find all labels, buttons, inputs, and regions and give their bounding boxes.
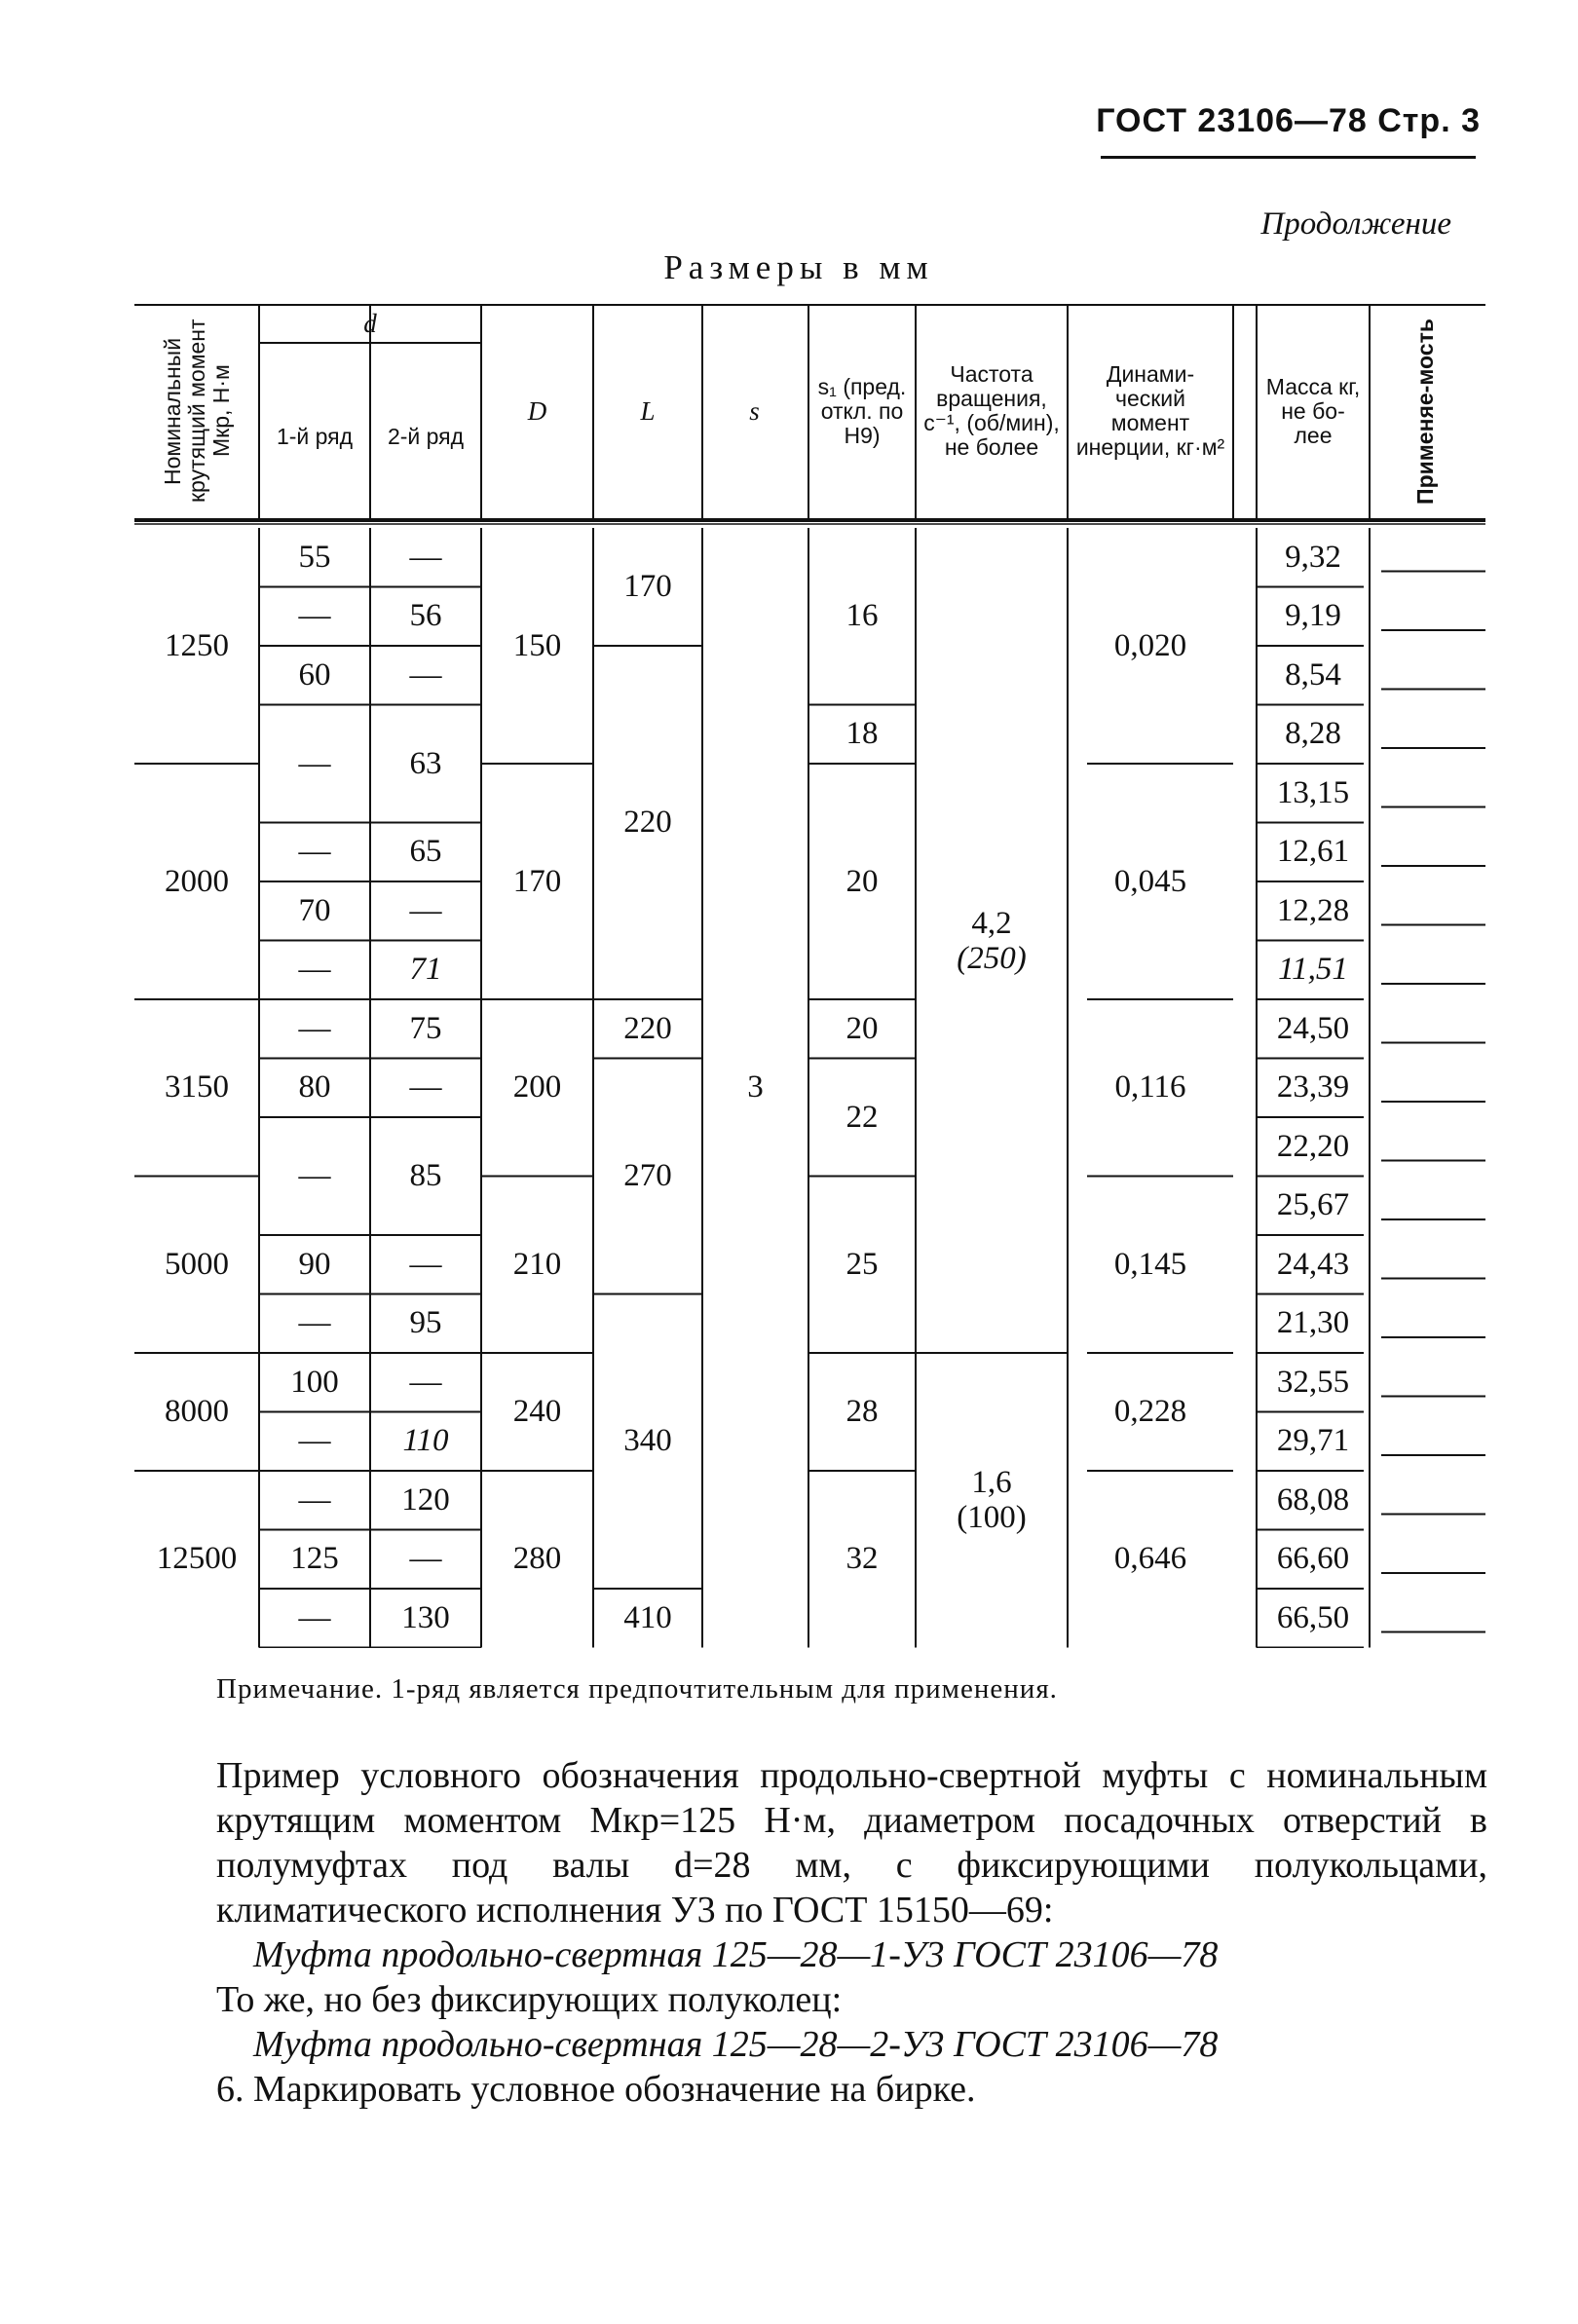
applicability-cell: [1370, 1353, 1485, 1412]
d2-cell: —: [409, 539, 442, 575]
s1-cell: 20: [845, 1010, 879, 1046]
d2-cell: 130: [401, 1599, 450, 1635]
applicability-cell: [1370, 1412, 1485, 1472]
applicability-cell: [1370, 941, 1485, 1000]
d2-cell: 71: [409, 952, 442, 988]
L-cell: 170: [623, 569, 672, 604]
inertia-cell: 0,116: [1114, 1069, 1186, 1106]
d2-cell: 56: [409, 598, 442, 634]
header-s1: s₁ (пред. откл. по Н9): [817, 373, 907, 448]
s1-cell: 18: [845, 716, 879, 752]
s1-cell: 32: [845, 1541, 879, 1577]
d1-cell: —: [298, 834, 331, 870]
d1-cell: 125: [290, 1541, 339, 1577]
mass-cell: 11,51: [1278, 952, 1348, 988]
mass-cell: 13,15: [1276, 774, 1350, 810]
applicability-cell: [1370, 1530, 1485, 1590]
mass-cell: 24,43: [1276, 1246, 1350, 1282]
d2-cell: 75: [409, 1010, 442, 1046]
mass-cell: 9,32: [1285, 539, 1341, 575]
applicability-cell: [1370, 528, 1485, 587]
d1-cell: 60: [298, 656, 331, 693]
header-applicability-text: Применяе-мость: [1412, 318, 1438, 505]
header-inertia: Динами-ческий момент инерции, кг·м²: [1075, 361, 1225, 460]
d1-cell: —: [298, 952, 331, 988]
L-cell: 220: [623, 805, 672, 840]
size-table: [134, 304, 1485, 1648]
s1-cell: 16: [845, 598, 879, 634]
page-header: ГОСТ 23106—78 Стр. 3: [1096, 102, 1481, 139]
mass-cell: 9,19: [1285, 598, 1341, 634]
applicability-cell: [1370, 764, 1485, 823]
mass-cell: 24,50: [1276, 1010, 1350, 1046]
d1-cell: 80: [298, 1069, 331, 1106]
L-cell: 340: [623, 1423, 672, 1459]
torque-cell: 5000: [165, 1246, 229, 1282]
mass-cell: 29,71: [1276, 1423, 1350, 1459]
applicability-cell: [1370, 1117, 1485, 1177]
d1-cell: —: [298, 745, 331, 781]
applicability-cell: [1370, 999, 1485, 1059]
s1-cell: 25: [845, 1246, 879, 1282]
header-rule: [1101, 156, 1476, 159]
designation-line-1: Муфта продольно-свертная 125—28—1-У3 ГОСТ 23106—78: [253, 1934, 1219, 1975]
continuation-label: Продолжение: [1260, 206, 1451, 242]
d1-cell: 55: [298, 539, 331, 575]
d1-cell: 90: [298, 1246, 331, 1282]
D-cell: 210: [512, 1246, 562, 1282]
torque-cell: 8000: [165, 1394, 229, 1429]
torque-cell: 3150: [165, 1069, 229, 1106]
example-line-3: 6. Маркировать условное обозначение на бирке.: [216, 2069, 976, 2110]
mass-cell: 12,28: [1276, 892, 1350, 928]
header-D: D: [527, 395, 547, 426]
d1-cell: —: [298, 1305, 331, 1341]
L-cell: 220: [623, 1010, 672, 1046]
d1-cell: —: [298, 1599, 331, 1635]
freq-rpm: (250): [957, 940, 1027, 976]
header-torque: [134, 304, 259, 518]
mass-cell: 68,08: [1276, 1481, 1350, 1518]
freq-rpm: (100): [957, 1500, 1027, 1536]
D-cell: 200: [512, 1069, 562, 1106]
torque-cell: 2000: [165, 863, 229, 899]
D-cell: 150: [512, 627, 562, 663]
applicability-cell: [1370, 1177, 1485, 1236]
L-cell: 270: [623, 1158, 672, 1193]
header-applicability: [1370, 304, 1482, 518]
applicability-cell: [1370, 1589, 1485, 1648]
torque-cell: 1250: [165, 627, 229, 663]
mass-cell: 66,60: [1276, 1541, 1350, 1577]
d1-cell: —: [298, 598, 331, 634]
s1-cell: 22: [845, 1099, 879, 1135]
mass-cell: 12,61: [1276, 834, 1350, 870]
d2-cell: —: [409, 656, 442, 693]
inertia-cell: 0,228: [1113, 1394, 1187, 1429]
d1-cell: —: [298, 1158, 331, 1193]
mass-cell: 66,50: [1276, 1599, 1350, 1635]
header-d-row2: 2-й ряд: [387, 423, 465, 449]
mass-cell: 32,55: [1276, 1364, 1350, 1400]
applicability-cell: [1370, 1059, 1485, 1118]
designation-example: [216, 1753, 1487, 2112]
applicability-cell: [1370, 1235, 1485, 1294]
d2-cell: —: [409, 1364, 442, 1400]
header-s: s: [749, 395, 760, 426]
designation-line-2: Муфта продольно-свертная 125—28—2-У3 ГОСТ 23106—78: [253, 2024, 1219, 2065]
header-mass: Масса кг, не бо-лее: [1265, 373, 1361, 448]
freq-cell: [916, 1353, 1068, 1648]
d2-cell: 120: [401, 1481, 450, 1518]
d1-cell: —: [298, 1481, 331, 1518]
inertia-cell: 0,020: [1113, 627, 1187, 663]
d2-cell: —: [409, 1541, 442, 1577]
inertia-cell: 0,145: [1113, 1246, 1187, 1282]
mass-cell: 23,39: [1276, 1069, 1350, 1106]
inertia-cell: 0,045: [1113, 863, 1187, 899]
d2-cell: 63: [409, 745, 442, 781]
d1-cell: 100: [290, 1364, 339, 1400]
D-cell: 170: [512, 863, 562, 899]
d2-cell: 65: [409, 834, 442, 870]
applicability-cell: [1370, 705, 1485, 765]
d2-cell: 85: [409, 1158, 442, 1193]
freq-value: 1,6: [971, 1465, 1012, 1501]
applicability-cell: [1370, 587, 1485, 647]
inertia-cell: 0,646: [1113, 1541, 1187, 1577]
mass-cell: 8,54: [1285, 656, 1341, 693]
d2-cell: —: [409, 1069, 442, 1106]
d2-cell: 95: [409, 1305, 442, 1341]
s1-cell: 28: [845, 1394, 879, 1429]
torque-cell: 12500: [156, 1541, 238, 1577]
applicability-cell: [1370, 1471, 1485, 1530]
s1-cell: 20: [845, 863, 879, 899]
example-line-2: То же, но без фиксирующих полуколец:: [216, 1979, 843, 2020]
applicability-cell: [1370, 823, 1485, 882]
D-cell: 240: [512, 1394, 562, 1429]
header-freq: Частота вращения, с⁻¹, (об/мин), не более: [923, 361, 1060, 460]
d1-cell: —: [298, 1423, 331, 1459]
d1-cell: —: [298, 1010, 331, 1046]
d2-cell: 110: [402, 1423, 449, 1459]
header-d: d: [363, 308, 377, 338]
mass-cell: 21,30: [1276, 1305, 1350, 1341]
mass-cell: 8,28: [1285, 716, 1341, 752]
example-paragraph: Пример условного обозначения продольно-свертной муфты с номинальным крутящим моментом Mкр=125 Н·м, диаметром посадочных отверстий в полумуфтах под валы d=28 мм, с фиксирующими полукольцами, климатического исполнения У3 по ГОСТ 15150—69:: [216, 1755, 1487, 1930]
applicability-cell: [1370, 1294, 1485, 1354]
d1-cell: 70: [298, 892, 331, 928]
table-note: Примечание. 1-ряд является предпочтительным для применения.: [216, 1673, 1058, 1705]
s-cell: 3: [747, 1069, 764, 1106]
d2-cell: —: [409, 1246, 442, 1282]
applicability-cell: [1370, 646, 1485, 705]
L-cell: 410: [623, 1599, 672, 1635]
mass-cell: 25,67: [1276, 1187, 1350, 1223]
mass-cell: 22,20: [1276, 1128, 1350, 1164]
header-d-row1: 1-й ряд: [276, 423, 354, 449]
D-cell: 280: [512, 1541, 562, 1577]
header-torque-text: Номинальный крутящий момент Mкр, Н·м: [159, 319, 234, 504]
d2-cell: —: [409, 892, 442, 928]
units-caption: Размеры в мм: [663, 248, 934, 286]
header-L: L: [640, 395, 656, 426]
freq-cell: [916, 528, 1068, 1353]
applicability-cell: [1370, 881, 1485, 941]
freq-value: 4,2: [971, 905, 1012, 941]
